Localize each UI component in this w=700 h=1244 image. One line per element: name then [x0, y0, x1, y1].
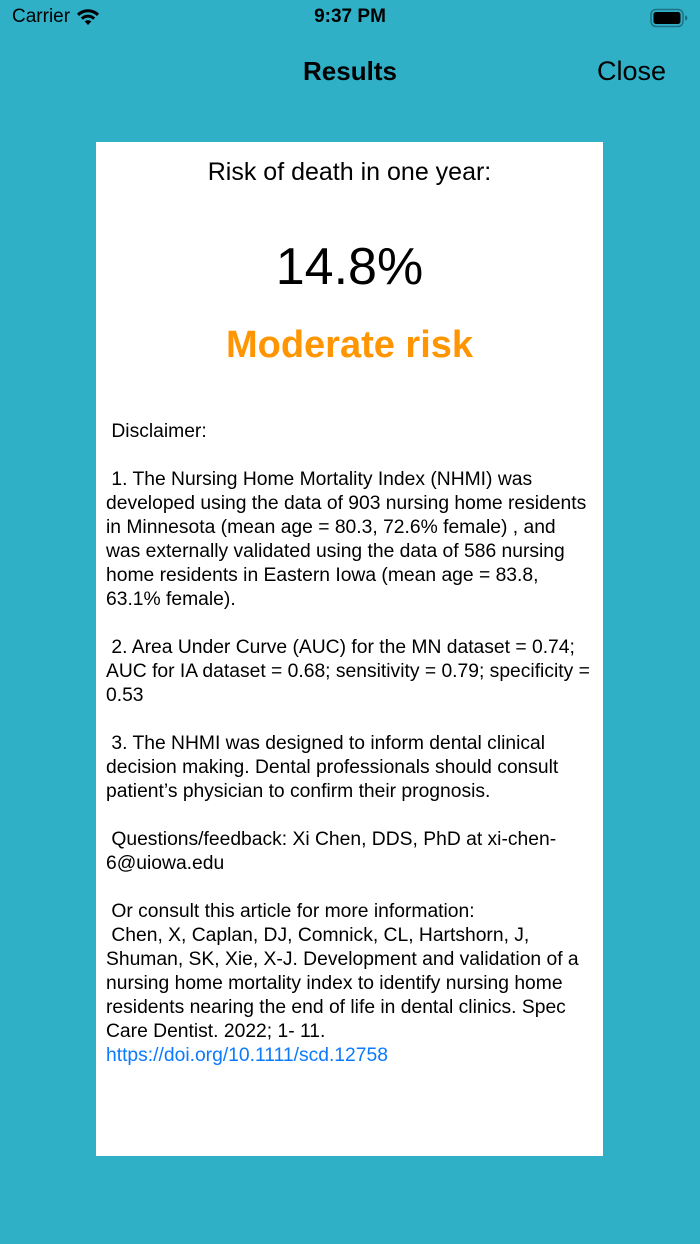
carrier-label: Carrier — [12, 6, 71, 27]
contact-info: Questions/feedback: Xi Chen, DDS, PhD at xi-chen-6@uiowa.edu — [106, 829, 557, 874]
battery-full-icon — [650, 8, 688, 28]
status-time: 9:37 PM — [314, 6, 386, 27]
disclaimer-item-2: 2. Area Under Curve (AUC) for the MN dataset = 0.74; AUC for IA dataset = 0.68; sensitivity = 0.79; specificity = 0.53 — [106, 637, 596, 706]
disclaimer-item-1: 1. The Nursing Home Mortality Index (NHMI) was developed using the data of 903 nursing home residents in Minnesota (mean age = 80.3, 72.6% female) , and was externally validated using the data of 586 nursing home residents in Eastern Iowa (mean age = 83.8, 63.1% female). — [106, 469, 592, 610]
article-citation: Chen, X, Caplan, DJ, Comnick, CL, Hartshorn, J, Shuman, SK, Xie, X-J. Development and validation of a nursing home mortality index to identify nursing home residents nearing the end of life in dental clinics. Spec Care Dentist. 2022; 1- 11. — [106, 925, 585, 1042]
risk-category-badge: Moderate risk — [225, 324, 474, 366]
page-title: Results — [303, 56, 397, 86]
results-card — [96, 142, 603, 1156]
status-bar — [0, 0, 700, 36]
disclaimer-heading: Disclaimer: — [106, 421, 207, 442]
doi-link[interactable]: https://doi.org/10.1111/scd.12758 — [106, 1045, 388, 1066]
close-button[interactable]: Close — [596, 56, 666, 86]
risk-label: Risk of death in one year: — [207, 158, 492, 186]
risk-percentage: 14.8% — [275, 238, 424, 296]
navigation-bar — [0, 44, 700, 100]
article-intro: Or consult this article for more information: — [106, 901, 475, 922]
disclaimer-item-3: 3. The NHMI was designed to inform dental clinical decision making. Dental professionals should consult patient’s physician to confirm their prognosis. — [106, 733, 564, 802]
disclaimer-text — [106, 420, 596, 1068]
